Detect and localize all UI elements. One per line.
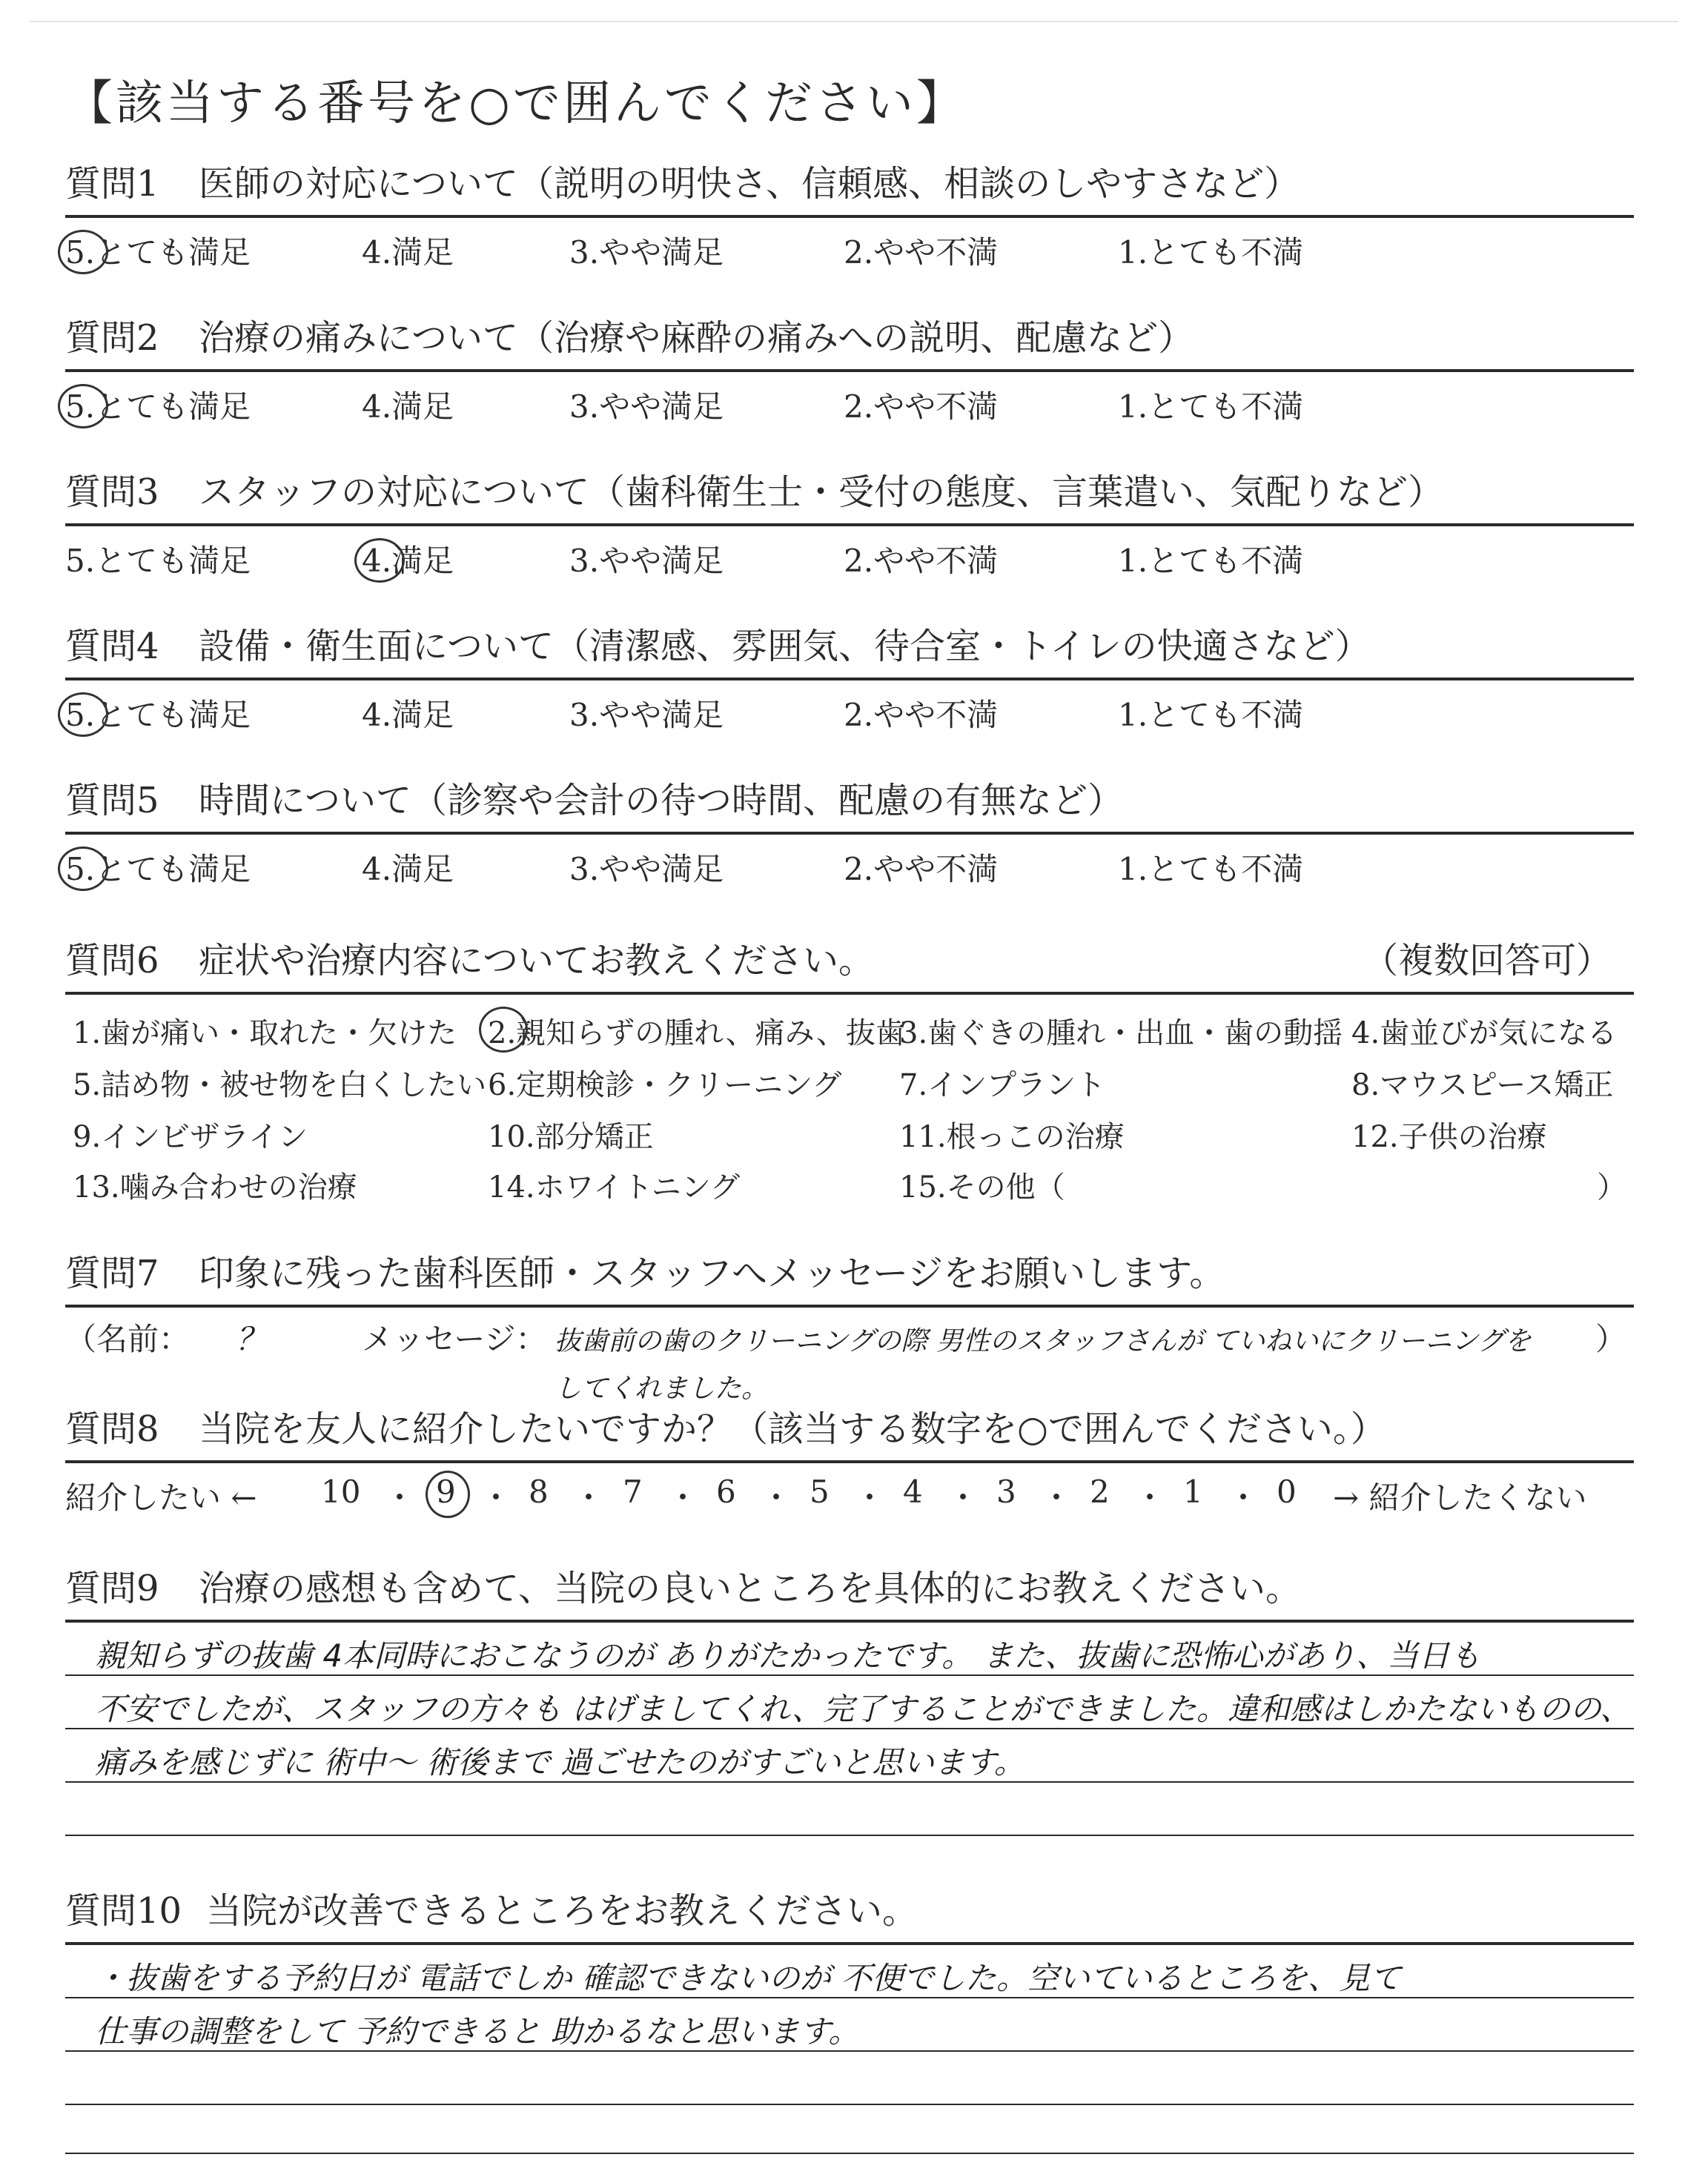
option-2[interactable]: 2.やや不満 [844,697,999,733]
scale-value[interactable]: 6 [716,1474,736,1510]
question-8 [65,1401,1634,1523]
name-label: （名前： [65,1321,191,1357]
message-line: 抜歯前の歯のクリーニングの際 男性のスタッフさんが ていねいにクリーニングを [555,1326,1532,1356]
symptom-option[interactable]: 11.根っこの治療 [899,1120,1125,1154]
scale-dot: ・ [573,1480,605,1516]
question-9 [65,1560,1634,1919]
scale-value[interactable]: 10 [321,1474,361,1510]
rating-options [65,372,1634,431]
question-text: 印象に残った歯科医師・スタッフへメッセージをお願いします。 [199,1253,1225,1294]
option-1[interactable]: 1.とても不満 [1118,543,1304,579]
question-text: 当院が改善できるところをお教えください。 [206,1890,918,1932]
answer-line: 痛みを感じずに 術中〜 術後まで 過ごせたのがすごいと思います。 [95,1744,1025,1780]
symptom-option[interactable]: 4.歯並びが気になる [1351,1016,1618,1050]
symptom-option-other[interactable]: 15.その他（ [899,1170,1065,1205]
option-4[interactable]: 4.満足 [362,388,454,425]
question-header [65,932,1634,995]
symptom-option-selected[interactable]: 2.親知らずの腫れ、痛み、抜歯 [488,1010,905,1052]
option-3[interactable]: 3.やや満足 [569,851,724,887]
rule-line [65,2153,1634,2154]
rule-line [65,2104,1634,2105]
option-5-selected[interactable]: 5.とても満足 [65,691,251,735]
message-label: メッセージ： [362,1321,547,1357]
question-number: 質問9 [65,1568,159,1609]
option-3[interactable]: 3.やや満足 [569,388,724,425]
scale-dot: ・ [667,1480,699,1516]
option-1[interactable]: 1.とても不満 [1118,234,1304,271]
rule-line [65,1674,1634,1676]
option-3[interactable]: 3.やや満足 [569,234,724,271]
question-header [65,1401,1634,1463]
rule-line [65,1835,1634,1836]
scale-value[interactable]: 2 [1090,1474,1110,1510]
question-number: 質問6 [65,940,159,981]
multiple-answers-note: （複数回答可） [1362,940,1612,981]
rating-options [65,835,1634,894]
question-text: スタッフの対応について（歯科衛生士・受付の態度、言葉遣い、気配りなど） [199,471,1444,513]
question-number: 質問3 [65,471,159,513]
symptom-option[interactable]: 12.子供の治療 [1351,1120,1547,1154]
top-border [30,21,1678,22]
question-number: 質問10 [65,1890,182,1932]
scale-value[interactable]: 1 [1183,1474,1203,1510]
other-close-paren: ） [1597,1170,1626,1205]
option-2[interactable]: 2.やや不満 [844,543,999,579]
option-3[interactable]: 3.やや満足 [569,697,724,733]
option-4[interactable]: 4.満足 [362,234,454,271]
message-text[interactable] [555,1318,1622,1413]
symptom-option[interactable]: 8.マウスピース矯正 [1351,1068,1614,1102]
symptom-option[interactable]: 7.インプラント [899,1068,1106,1102]
scale-value[interactable]: 0 [1277,1474,1297,1510]
scale-dot: ・ [761,1480,792,1516]
option-2[interactable]: 2.やや不満 [844,388,999,425]
scale-dot: ・ [854,1480,886,1516]
question-text: 設備・衛生面について（清潔感、雰囲気、待合室・トイレの快適さなど） [199,626,1371,667]
question-1 [65,156,1634,277]
question-header [65,464,1634,526]
rating-options [65,680,1634,740]
question-header [65,618,1634,680]
option-4[interactable]: 4.満足 [362,851,454,887]
message-line: してくれました。 [555,1374,769,1404]
option-5[interactable]: 5.とても満足 [65,543,251,579]
symptom-option[interactable]: 10.部分矯正 [488,1120,654,1154]
scale-value[interactable]: 8 [529,1474,549,1510]
page-title: 【該当する番号を○で囲んでください】 [65,76,967,131]
rule-line [65,1997,1634,1998]
symptom-option[interactable]: 6.定期検診・クリーニング [488,1068,842,1102]
symptom-option[interactable]: 13.噛み合わせの治療 [73,1170,357,1205]
symptom-options [65,995,1634,1210]
scale-right-label: → 紹介したくない [1333,1480,1587,1516]
question-text: 時間について（診察や会計の待つ時間、配慮の有無など） [199,780,1124,821]
question-header [65,1245,1634,1308]
rule-line [65,1781,1634,1783]
question-4 [65,618,1634,740]
option-1[interactable]: 1.とても不満 [1118,388,1304,425]
scale-value-selected[interactable]: 9 [436,1474,456,1510]
question-number: 質問7 [65,1253,159,1294]
answer-area[interactable] [65,1623,1634,1919]
symptom-option[interactable]: 1.歯が痛い・取れた・欠けた [73,1016,457,1050]
question-header [65,156,1634,218]
scale-value[interactable]: 7 [623,1474,643,1510]
answer-line: 不安でしたが、スタッフの方々も はげましてくれ、完了することができました。違和感はしかたないものの、 [95,1691,1632,1727]
question-2 [65,310,1634,431]
question-number: 質問2 [65,317,159,359]
rating-options [65,218,1634,277]
question-number: 質問1 [65,163,159,205]
option-5-selected[interactable]: 5.とても満足 [65,382,251,427]
option-2[interactable]: 2.やや不満 [844,851,999,887]
rating-options [65,526,1634,586]
recommend-scale [65,1463,1634,1523]
option-3[interactable]: 3.やや満足 [569,543,724,579]
answer-line: 仕事の調整をして 予約できると 助かるなと思います。 [95,2013,860,2050]
symptom-option[interactable]: 3.歯ぐきの腫れ・出血・歯の動揺 [899,1016,1343,1050]
answer-line: ・抜歯をする予約日が 電話でしか 確認できないのが 不便でした。空いているところを、見て [95,1960,1402,1996]
question-header [65,1560,1634,1623]
scale-value[interactable]: 4 [903,1474,923,1510]
option-1[interactable]: 1.とても不満 [1118,697,1304,733]
scale-dot: ・ [1041,1480,1073,1516]
answer-area[interactable] [65,1945,1634,2160]
name-value[interactable]: ？ [236,1321,268,1357]
question-header [65,1883,1634,1945]
question-text: 治療の痛みについて（治療や麻酔の痛みへの説明、配慮など） [199,317,1194,359]
scale-left-label: 紹介したい ← [65,1480,257,1516]
symptom-option[interactable]: 9.インビザライン [73,1120,308,1154]
question-header [65,772,1634,835]
question-number: 質問8 [65,1408,159,1450]
question-header [65,310,1634,372]
option-5-selected[interactable]: 5.とても満足 [65,845,251,889]
symptom-option[interactable]: 14.ホワイトニング [488,1170,741,1205]
question-text: 当院を友人に紹介したいですか？（該当する数字を○で囲んでください。） [199,1408,1386,1450]
question-6 [65,932,1634,1210]
question-5 [65,772,1634,894]
message-close-paren: ） [1595,1321,1626,1357]
option-5-selected[interactable]: 5.とても満足 [65,228,251,273]
rule-line [65,1728,1634,1729]
question-7 [65,1245,1634,1404]
question-text: 症状や治療内容についてお教えください。 [199,940,875,981]
scale-dot: ・ [1134,1480,1166,1516]
scale-value[interactable]: 5 [810,1474,830,1510]
scale-dot: ・ [384,1480,416,1516]
scale-value[interactable]: 3 [996,1474,1016,1510]
message-row [65,1308,1634,1404]
option-1[interactable]: 1.とても不満 [1118,851,1304,887]
scale-dot: ・ [480,1480,512,1516]
scale-dot: ・ [947,1480,979,1516]
question-text: 医師の対応について（説明の明快さ、信頼感、相談のしやすさなど） [199,163,1300,205]
rule-line [65,2050,1634,2052]
question-text: 治療の感想も含めて、当院の良いところを具体的にお教えください。 [199,1568,1302,1609]
question-number: 質問4 [65,626,159,667]
answer-line: 親知らずの抜歯 4本同時におこなうのが ありがたかったです。 また、抜歯に恐怖心があり、当日も [95,1637,1481,1674]
option-4[interactable]: 4.満足 [362,697,454,733]
scale-dot: ・ [1228,1480,1260,1516]
question-3 [65,464,1634,586]
question-number: 質問5 [65,780,159,821]
symptom-option[interactable]: 5.詰め物・被せ物を白くしたい [73,1068,487,1102]
option-2[interactable]: 2.やや不満 [844,234,999,271]
question-10 [65,1883,1634,2160]
option-4-selected[interactable]: 4.満足 [362,537,454,581]
